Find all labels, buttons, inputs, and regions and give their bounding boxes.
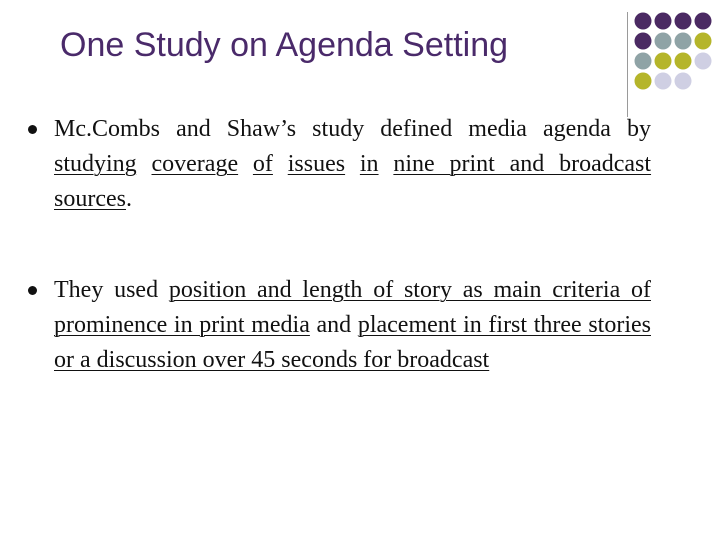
text-run — [238, 151, 253, 177]
decorative-dot — [635, 33, 652, 50]
decorative-dot — [655, 53, 672, 70]
slide-title: One Study on Agenda Setting — [60, 26, 509, 64]
decorative-dot — [675, 53, 692, 70]
decorative-dot — [695, 33, 712, 50]
text-run — [379, 151, 394, 177]
underlined-text-run: of — [252, 151, 273, 177]
decorative-dot — [675, 73, 692, 90]
decorative-dot — [655, 33, 672, 50]
decorative-dot — [695, 53, 712, 70]
underlined-text-run: placement in first three stories or a discussion over 45 seconds for broadcast — [54, 312, 651, 373]
underlined-text-run: issues — [287, 151, 346, 177]
underlined-text-run: position and length of story as main criteria of prominence in print media — [54, 277, 651, 338]
text-run — [345, 151, 360, 177]
underlined-text-run: nine print and broadcast sources — [54, 151, 652, 212]
text-run — [137, 151, 152, 177]
decorative-dot — [655, 73, 672, 90]
decorative-dot — [635, 53, 652, 70]
decorative-dot — [675, 13, 692, 30]
text-run: and — [309, 312, 358, 338]
bullet-marker — [28, 286, 37, 295]
text-run: Mc.Combs and Shaw’s study defined media agenda by — [54, 116, 651, 142]
decorative-divider-line — [627, 12, 628, 117]
text-run — [273, 151, 288, 177]
decorative-dot — [655, 13, 672, 30]
decorative-dot — [675, 33, 692, 50]
underlined-text-run: in — [359, 151, 379, 177]
bullet-marker — [28, 125, 37, 134]
bullet-text-1 — [54, 112, 651, 217]
decorative-dot — [635, 13, 652, 30]
text-run: . — [125, 186, 132, 212]
underlined-text-run: coverage — [151, 151, 239, 177]
decorative-dot — [635, 73, 652, 90]
decorative-dot — [695, 13, 712, 30]
underlined-text-run: studying — [54, 151, 137, 177]
bullet-text-2 — [54, 273, 651, 378]
text-run: They used — [54, 277, 169, 303]
